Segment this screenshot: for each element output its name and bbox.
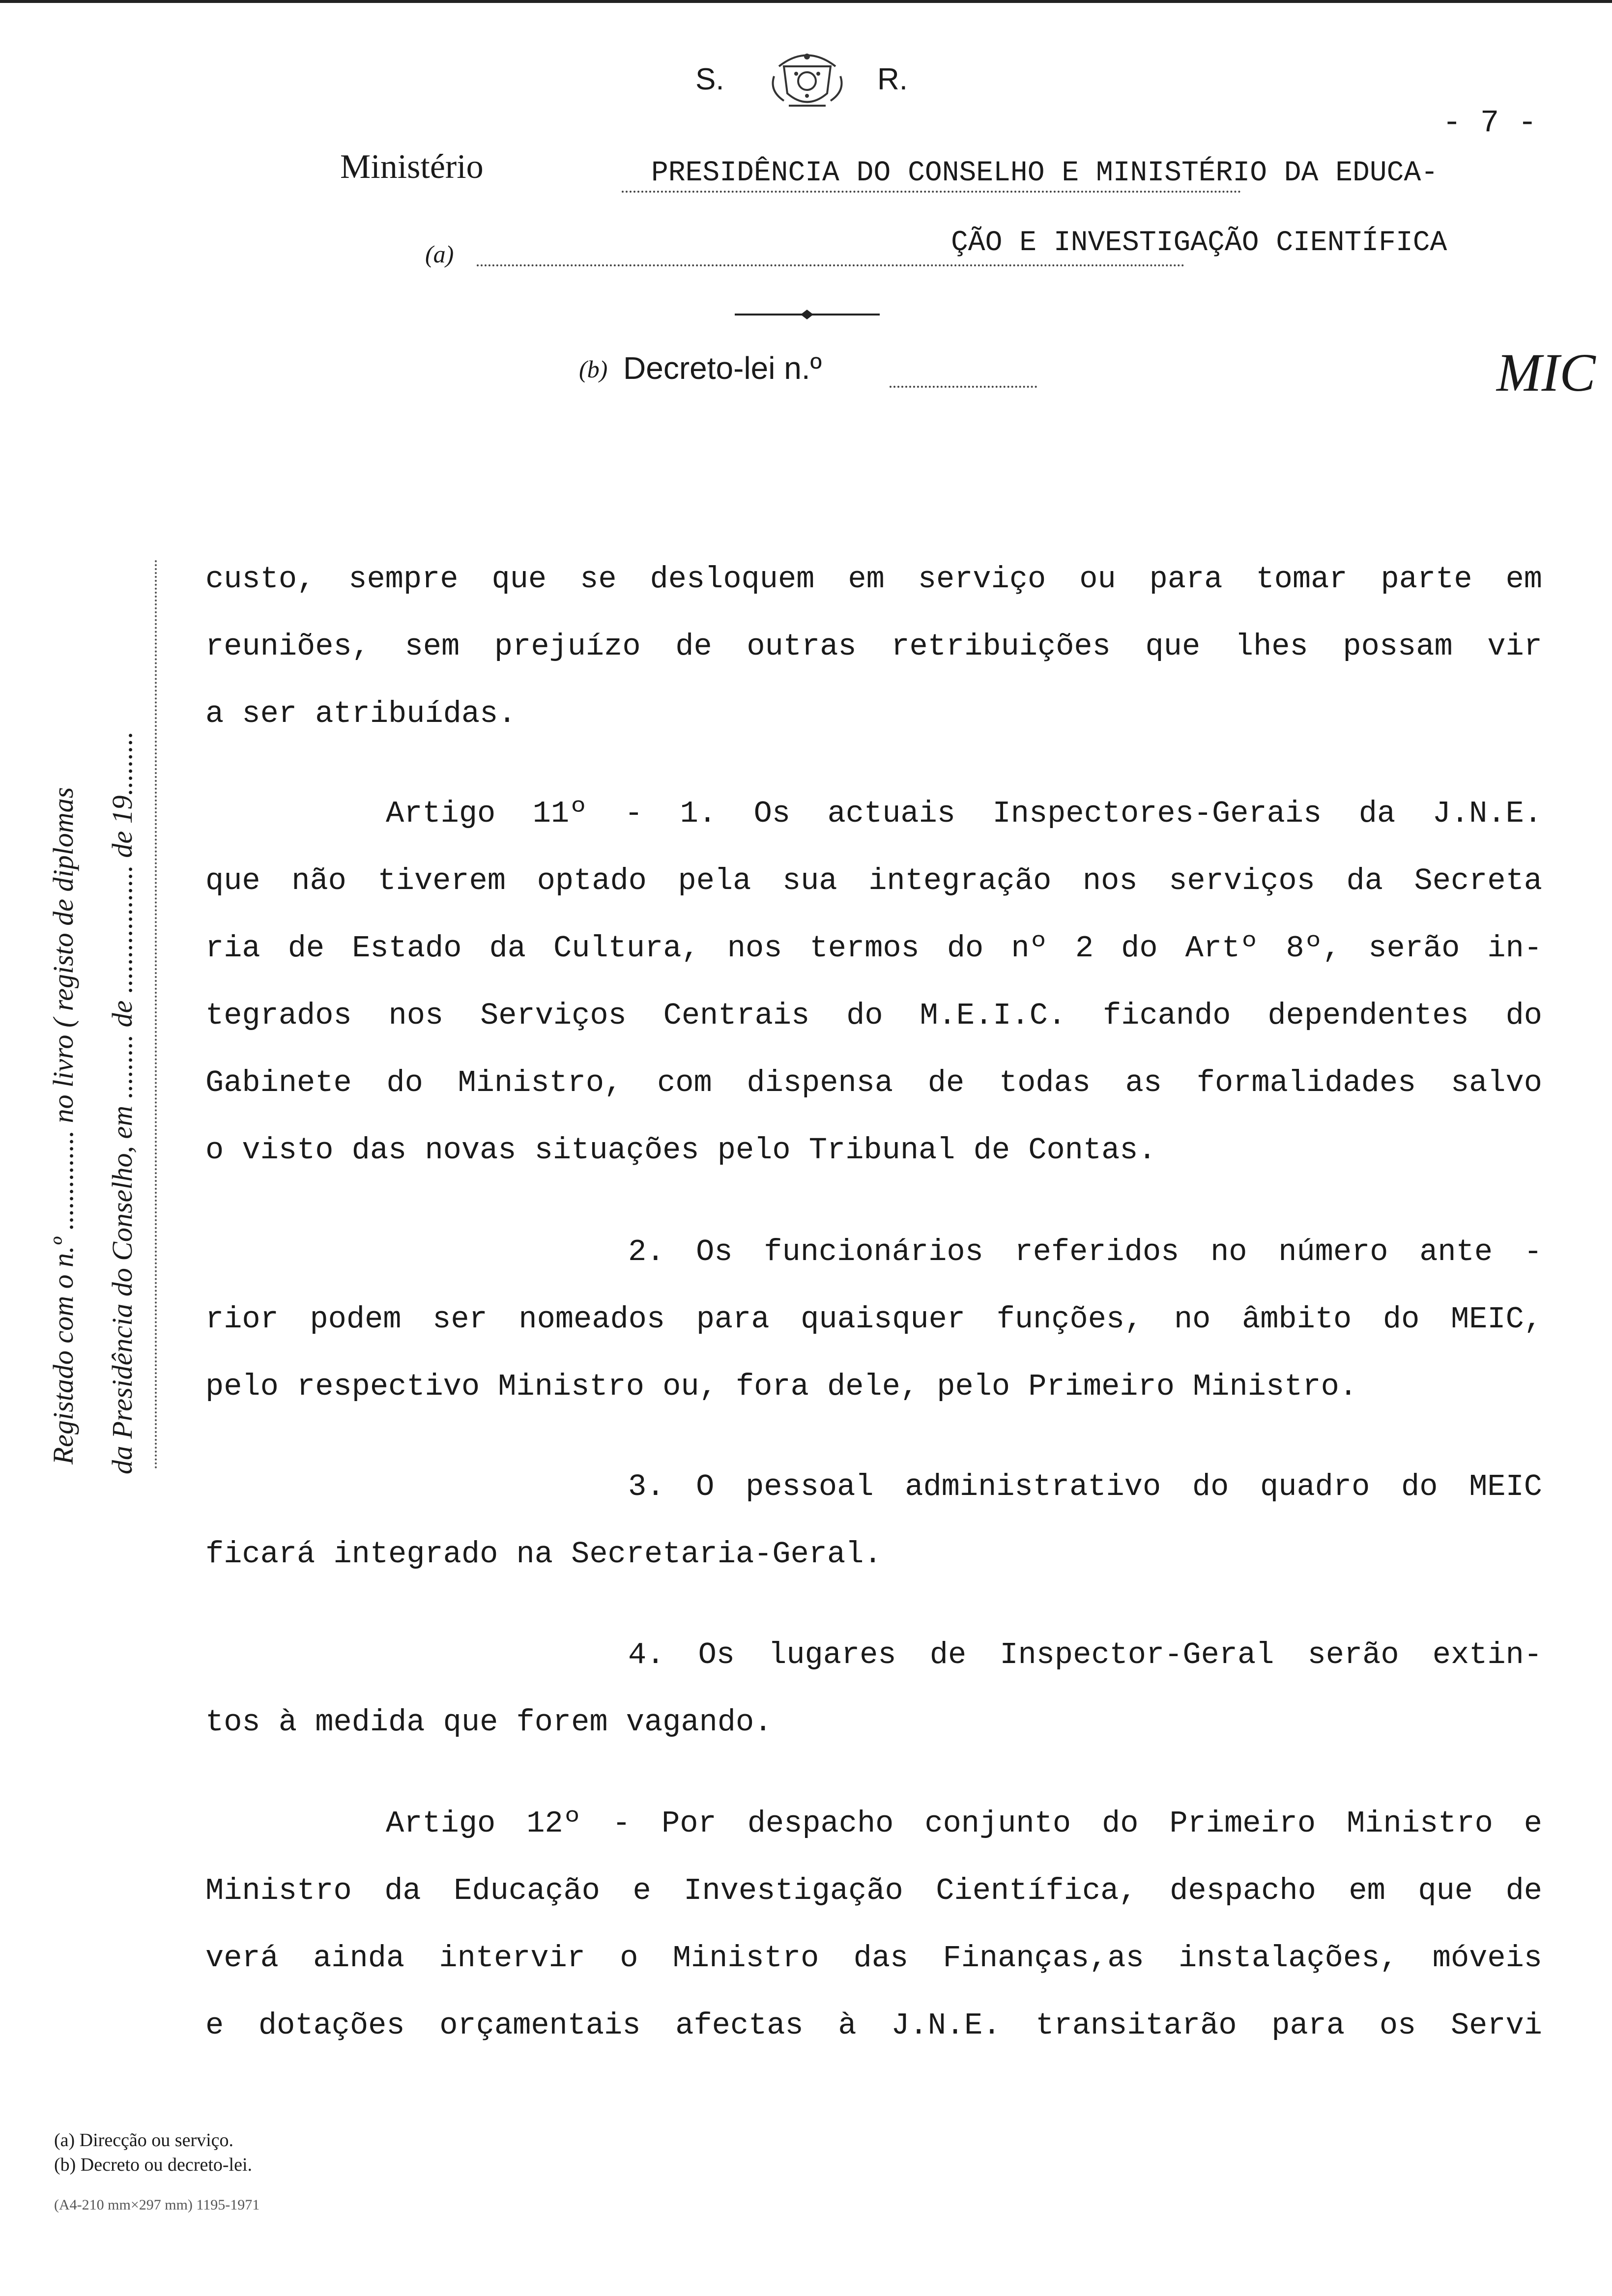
margin-dotted-rule	[155, 560, 159, 1469]
margin-line-2: da Presidência do Conselho, em ......... de .................. de 19.........	[106, 731, 138, 1474]
divider-ornament	[735, 310, 880, 319]
label-a: (a)	[425, 240, 454, 268]
r-letter: R.	[877, 62, 908, 96]
article-heading: Artigo 12º - Por despacho conjunto do Primeiro Ministro e	[386, 1806, 1542, 1841]
ministry-name-line1: PRESIDÊNCIA DO CONSELHO E MINISTÉRIO DA EDUCA-	[651, 157, 1439, 189]
top-rule	[0, 0, 1612, 3]
body-line: Ministro da Educação e Investigação Científica, despacho em que de	[205, 1873, 1542, 1908]
body-line: ficará integrado na Secretaria-Geral.	[205, 1537, 882, 1572]
body-line: Gabinete do Ministro, com dispensa de todas as formalidades salvo	[205, 1065, 1542, 1100]
handwritten-initials: MIC	[1497, 343, 1596, 402]
body-line: ria de Estado da Cultura, nos termos do nº 2 do Artº 8º, serão in-	[205, 931, 1542, 966]
body-line: rior podem ser nomeados para quaisquer funções, no âmbito do MEIC,	[205, 1302, 1542, 1337]
ministry-name-line2: ÇÃO E INVESTIGAÇÃO CIENTÍFICA	[951, 227, 1447, 259]
label-b: (b)	[579, 355, 608, 383]
ministry-dotted-line	[622, 191, 1241, 193]
paragraph-start: 2. Os funcionários referidos no número ante -	[628, 1234, 1542, 1269]
page-number: - 7 -	[1442, 106, 1537, 141]
footnote-b: (b) Decreto ou decreto-lei.	[54, 2154, 253, 2175]
ministry-label: Ministério	[340, 148, 484, 186]
coat-of-arms-icon	[764, 47, 850, 115]
body-line: pelo respectivo Ministro ou, fora dele, pelo Primeiro Ministro.	[205, 1369, 1357, 1404]
body-line: que não tiverem optado pela sua integração nos serviços da Secreta	[205, 863, 1542, 898]
body-line: tegrados nos Serviços Centrais do M.E.I.C. ficando dependentes do	[205, 998, 1542, 1033]
body-line: verá ainda intervir o Ministro das Finanças,as instalações, móveis	[205, 1941, 1542, 1976]
form-reference: (A4-210 mm×297 mm) 1195-1971	[54, 2197, 260, 2213]
body-line: reuniões, sem prejuízo de outras retribuições que lhes possam vir	[205, 629, 1542, 664]
body-line: e dotações orçamentais afectas à J.N.E. transitarão para os Servi	[205, 2008, 1542, 2043]
margin-line-1: Registado com o n.º .............. no livro ( registo de diplomas	[47, 787, 79, 1464]
decree-label: Decreto-lei n.º	[623, 350, 822, 386]
s-letter: S.	[695, 62, 724, 96]
footnotes	[54, 2128, 252, 2177]
paragraph-start: 4. Os lugares de Inspector-Geral serão extin-	[628, 1637, 1542, 1672]
body-line: o visto das novas situações pelo Tribunal de Contas.	[205, 1133, 1156, 1168]
body-line: tos à medida que forem vagando.	[205, 1705, 773, 1740]
body-line: a ser atribuídas.	[205, 696, 517, 731]
footnote-a: (a) Direcção ou serviço.	[54, 2130, 234, 2151]
article-heading: Artigo 11º - 1. Os actuais Inspectores-Gerais da J.N.E.	[386, 796, 1542, 831]
paragraph-start: 3. O pessoal administrativo do quadro do MEIC	[628, 1469, 1542, 1504]
direction-dotted-line	[477, 264, 1184, 266]
decree-number-dotted-line	[890, 386, 1037, 388]
body-line: custo, sempre que se desloquem em serviço ou para tomar parte em	[205, 562, 1542, 597]
